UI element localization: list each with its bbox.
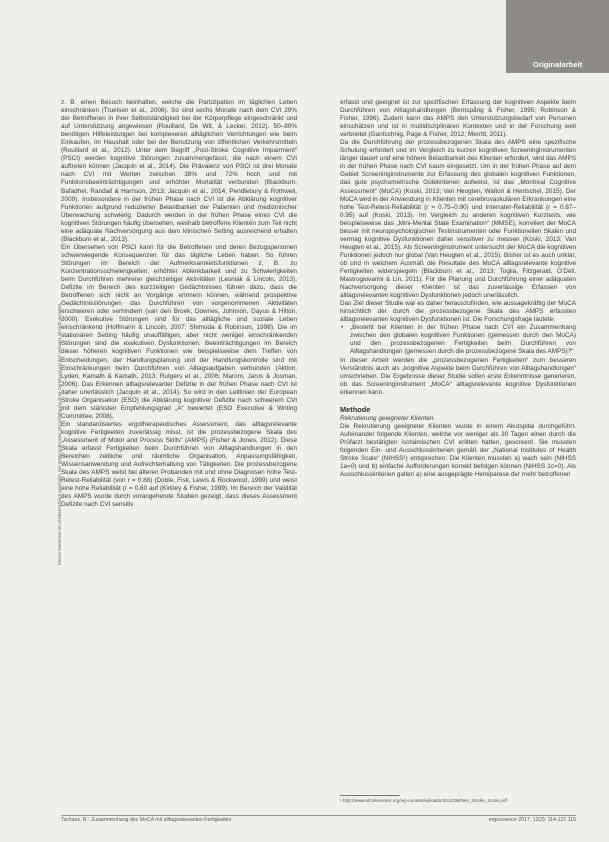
body-paragraph: Das Ziel dieser Studie war es daher herauszufinden, wie aussagekräftig der MoCA hinsichtlich der durch die prozessbezogene Skala des AMPS erfassten alltagsrelevanten kognitiven Dysfunktionen ist. Die Forschungsfrage lautete: — [340, 300, 576, 324]
research-question-list — [340, 324, 576, 356]
body-paragraph: Ein standardisiertes ergotherapeutisches Assessment, das alltagsrelevante kognitive Fertigkeiten zuverlässig misst, ist die prozessbezogene Skala des „Assessment of Motor and Process Skills“ (AMPS) (Fisher & Jones, 2012). Diese Skala erfasst Fertigkeiten beim Durchführen von Alltagshandlungen in den Bereichen zeitliche und räumliche Organisation, Anpassungsfähigkeit, Wissensanwendung und Aufrechterhaltung von Tätigkeiten. Die prozessbezogene Skala des AMPS weist bei älteren Probanden mit und ohne Diagnosen hohe Test-Retest-Reliabilität (von r = 0.88) (Doble, Fisk, Lewis & Rockwood, 1999) und weist eine hohe Reliabilität (r = 0.80 auf (Kirkley & Fisher, 1999). Im Bereich der Validität des AMPS wurde durch vorangehende Studien gezeigt, dass dieses Assessment Defizite nach CVI sensitiv — [61, 420, 297, 509]
body-paragraph: erfasst und geeignet ist zur spezifischen Erfassung der kognitiven Aspekte beim Durchführen von Alltagshandlungen (Bernspång & Fisher, 1995; Robinson & Fisher, 1996). Zudem kann das AMPS den Unterstützungsbedarf von Personen einschätzen und ist in multidisziplinären Kontexten und in der Forschung weit verbreitet (Gantschnig, Page & Fisher, 2012; Merritt, 2011). — [340, 99, 576, 139]
header-tab-bar — [506, 0, 609, 62]
footer-page-info: ergoscience 2017; 12(3): 114-121 115 — [488, 817, 576, 823]
section-tab-label: Originalarbeit — [506, 56, 609, 73]
body-paragraph: Die Rekrutierung geeigneter Klienten wurde in einem Akutspital durchgeführt. Aufeinander folgende Klienten, welche vor weniger als 30 Tagen einen durch die Prüfarzt bestätigten ischämischen CVI erlitten hatten, gescreent. Sie mussten folgenden Ein- und Ausschlusskriterien gemäß der „National Institutes of Health Stroke Scale“ (NIHSS¹) entsprechen: Die Klienten mussten a) wach sein (NIHSS 1a=0) und b) einfache Aufforderungen korrekt befolgen können (NIHSS 1c=0). Als Ausschlusskriterien galten a) eine ausgeprägte Hemiparese der mehr betroffenen — [340, 422, 576, 479]
body-paragraph: In dieser Arbeit werden die „prozessbezogenen Fertigkeiten“ zum besseren Verständnis auch als „kognitive Aspekte beim Durchführen von Alltagshandlungen“ umschrieben. Die Ergebnisse dieser Studie sollen erste Erkenntnisse generieren, ob das Screeninginstrument „MoCA“ alltagsrelevante kognitive Dysfunktionen erkennen kann. — [340, 356, 576, 396]
footnote-divider — [340, 795, 400, 796]
footer-divider — [61, 815, 576, 816]
research-question-text: „Besteht bei Klienten in der frühen Phase nach CVI ein Zusammenhang zwischen den globalen kognitiven Funktionen (gemessen durch den MoCA) und den prozessbezogenen Fertigkeiten beim Durchführen von Alltagshandlungen (gemessen durch die prozessbezogene Skala des AMPS)?“ — [350, 324, 576, 356]
bullet-icon: • — [341, 324, 344, 332]
body-paragraph: Ein Übersehen von PSCI kann für die Betroffenen und deren Bezugspersonen schwerwiegende Konsequenzen für das tägliche Leben haben. So führen Störungen im Bereich der Aufmerksamkeitsfunktionen z. B. zu Konzentrationsschwierigkeiten, erhöhter Ablenkbarkeit und zu Schwierigkeiten beim Durchführen mehrerer gleichzeitiger Aktivitäten (Lesniak & Lincoln, 2013). Defizite im Bereich des kurzzeitigen Gedächtnisses führen dazu, dass die Betroffenen sich nicht an Vorgänge erinnern können, während prospektive Gedächtnisstörungen das Durchführen von vorgenommenen Aktivitäten erschweren oder verhindern (van den Broek, Downes, Johnson, Dayus & Hilton, 2000). Exekutive Störungen sind für das alltägliche und soziale Leben einschränkend (Hoffmann & Lincoln, 2007; Shimoda & Robinson, 1998). Die im stationären Setting häufig unauffälligen, aber nicht weniger einschränkenden Störungen sind die exekutiven Dysfunktionen. Beeinträchtigungen im Bereich dieser höheren kognitiven Funktionen wie beispielsweise dem Treffen von Entscheidungen, der Handlungsplanung und der Handlungskontrolle sind mit Einschränkungen beim Durchführen von Alltagsaufgaben verbunden (Aktion, Lyden, Kamath & Kamath, 2013; Rutgers et al., 2006; Marom, Jarus & Josman, 2006). Das Erkennen alltagsrelevanter Defizite in der frühen Phase nach CVI ist daher unerlässlich (Jacquin et al., 2014). So wird in den Leitlinien der European Stroke Organisation (ESO) die Abklärung kognitiver Defizite nach schwerem CVI mit dem stärksten Empfehlungsgrad „A“ bewertet (ESO Executive & Writing Committee, 2008). — [61, 243, 297, 420]
right-column — [340, 99, 576, 479]
subsection-heading: Rekrutierung geeigneter Klienten — [340, 414, 434, 422]
list-item — [341, 324, 576, 356]
left-column — [61, 99, 297, 509]
copyright-notice: Dieses Dokument ist urheberrechtlich geschützt. Die Weitergabe oder Vervielfältigung ohne Genehmigung des Verlages ist nicht gestattet. — [57, 302, 62, 566]
body-paragraph: Da die Durchführung der prozessbezogenen Skala des AMPS eine spezifische Schulung erfordert und im Vergleich zu kurzen kognitiven Screeninginstrumenten länger dauert und eine höhere Belastbarkeit des Klienten erfordert, wird das AMPS in der frühen Phase nach CVI kaum eingesetzt. Um in der frühen Phase auf dem Gebiet Screeninginstrumente zur Erfassung des globalen kognitiven Funktionen, das gute psychometrische Gütekriterien aufweist, ist das „Montreal Cognitive Assessment“ (MoCA) (Koski, 2013; Van Heugten, Walton & Hentschel, 2015). Der MoCA wird in der Anwendung in Klienten mit cerebrovaskulären Erkrankungen eine hohe Test-Retest-Reliabilität (r = 0.75–0.90) und Interrater-Reliabilität (r = 0.87–0.95) auf (Koski, 2013). Im Vergleich zu anderen kognitiven Kurztests, wie beispielsweise das „Mini-Mental State Examination“ (MMSE), korreliert der MoCA besser mit neuropsychologischen Testinstrumenten oder Funktionellen Skalen und vermag kognitive Dysfunktionen daher sensitiver zu messen (Koski, 2013; Van Heugten et al., 2015). Als Screeninginstrument untersucht der MoCA die kognitiven Funktionen jedoch nur global (Van Heugten et al., 2015). Bisher ist es auch unklar, ob und in welchem Ausmaß die Resultate des MoCA alltagsrelevante kognitive Fertigkeiten widerspiegeln (Blackburn et al., 2013; Toglia, Fitzgerald, O’Dell, Mastrogiovanni & Lin, 2011). Für die Planung und Durchführung einer adäquaten Nachversorgung dieser Klienten ist das zuverlässige Erfassen von alltagsrelevanten kognitiven Dysfunktionen jedoch unerlässlich. — [340, 139, 576, 300]
body-paragraph: z. B. einen Besuch beinhalten, welche die Partizipation im täglichen Leben einschränken (Truelsen et al., 2006). So sind sechs Monate nach dem CVI 29% der Betroffenen in ihrer Selbstständigkeit bei der Körperpflege eingeschränkt und auf Unterstützung angewiesen (Rouillard, De Wit, & Lecker, 2012). 50–80% benötigen Hilfeleistungen bei komplexeren alltäglichen Verrichtungen wie beim Einkaufen, im Haushalt oder bei der Benutzung von öffentlichen Verkehrsmitteln (Rouillard et al., 2012). Unter dem Begriff „Post-Stroke Cognitive Impairment“ (PSCI) werden kognitive Störungen zusammengefasst, die nach einem CVI auftreten können (Jacquin et al., 2014). Die Prävalenz von PSCI ist drei Monate nach CVI mit Werten zwischen 38% und 72% hoch und mit Funktionsbeeinträchtigungen und erhöhter Mortalität verbunden (Blackburn, Bafadhel, Randall & Harrison, 2013; Jacquin et al., 2014; Pendlebury & Rothwell, 2009). Insbesondere in der frühen Phase nach CVI ist die Abklärung kognitiver Funktionen aufgrund reduzierter Belastbarkeit der Patienten und medizinischer Überwachung schwierig. Dadurch werden in der frühen Phase eines CVI die kognitiven Störungen häufig übersehen, weshalb betroffene Klienten zum Teil nicht eine adäquate Nachversorgung aus dem klinischen Setting ausreichend erhalten (Blackburn et al., 2013). — [61, 99, 297, 243]
footer-citation: Tschanz, R.: Zusammenhang des MoCA mit alltagsrelevanten Fertigkeiten — [61, 817, 232, 823]
footnote: ¹ http://www.strokecenter.org/wp-content/uploads/2011/08/NIH_Stroke_Scale.pdf — [340, 798, 507, 803]
section-heading: Methode — [340, 404, 371, 414]
